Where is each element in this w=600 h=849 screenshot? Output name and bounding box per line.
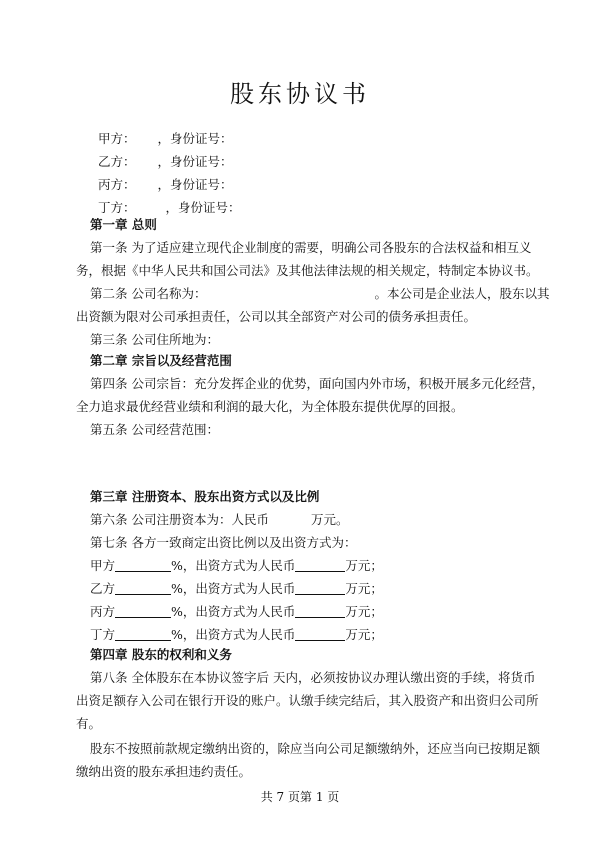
contribution-party: 丁方 [90, 627, 116, 642]
party-line [98, 174, 568, 196]
paragraph-line-2: 缴纳出资的股东承担违约责任。 [76, 764, 252, 779]
party-name: 丁方： [98, 200, 136, 215]
article-2-name-label: 第二条 公司名称为： [90, 286, 207, 301]
party-line [98, 128, 568, 150]
article-8-line-3: 有。 [76, 716, 102, 731]
article-2-text: 。本公司是企业法人，股东以其 [374, 286, 550, 301]
article-4-line-2: 全力追求最优经营业绩和利润的最大化，为全体股东提供优厚的回报。 [76, 399, 464, 414]
party-id-label: ，身份证号： [157, 131, 233, 146]
contribution-pct-label: %，出资方式为人民币 [171, 604, 296, 619]
contribution-pct-label: %，出资方式为人民币 [171, 581, 296, 596]
contribution-row [90, 601, 560, 623]
paragraph-line-1: 股东不按照前款规定缴纳出资的，除应当向公司足额缴纳外，还应当向已按期足额 [90, 741, 541, 756]
percent-blank [115, 557, 171, 572]
article-6-label: 第六条 公司注册资本为：人民币 [90, 512, 269, 527]
party-name: 丙方： [98, 177, 136, 192]
chapter-heading: 第一章 总则 [90, 217, 157, 232]
contribution-pct-label: %，出资方式为人民币 [171, 558, 296, 573]
party-name: 乙方： [98, 154, 136, 169]
contribution-unit: 万元； [345, 627, 383, 642]
contribution-row [90, 578, 560, 600]
percent-blank [115, 603, 171, 618]
amount-blank [295, 580, 345, 595]
article-2-line-1 [90, 283, 560, 305]
article-1-line-2: 务，根据《中华人民共和国公司法》及其他法律法规的相关规定，特制定本协议书。 [76, 263, 539, 278]
contribution-row [90, 624, 560, 646]
article-6-unit: 万元。 [310, 512, 349, 527]
chapter-heading: 第三章 注册资本、股东出资方式以及比例 [90, 489, 320, 504]
article-6 [90, 509, 560, 531]
amount-blank [295, 626, 345, 641]
contribution-unit: 万元； [345, 604, 383, 619]
article-7: 第七条 各方一致商定出资比例以及出资方式为： [90, 535, 357, 550]
contribution-unit: 万元； [345, 558, 383, 573]
party-name: 甲方： [98, 131, 136, 146]
amount-blank [295, 603, 345, 618]
article-4-line-1: 第四条 公司宗旨：充分发挥企业的优势，面向国内外市场，积极开展多元化经营， [90, 376, 544, 391]
party-id-label: ，身份证号： [165, 200, 241, 215]
article-1-line-1: 第一条 为了适应建立现代企业制度的需要，明确公司各股东的合法权益和相互义 [90, 240, 532, 255]
article-5: 第五条 公司经营范围： [90, 422, 219, 437]
contribution-row [90, 555, 560, 577]
contribution-party: 丙方 [90, 604, 116, 619]
contribution-party: 乙方 [90, 581, 116, 596]
document-title: 股东协议书 [230, 80, 370, 108]
chapter-heading: 第四章 股东的权利和义务 [90, 647, 232, 662]
chapter-heading: 第二章 宗旨以及经营范围 [90, 353, 232, 368]
article-8-line-1: 第八条 全体股东在本协议签字后 天内，必须按协议办理认缴出资的手续，将货币 [90, 670, 536, 685]
party-line [98, 151, 568, 173]
article-8-line-2: 出资足额存入公司在银行开设的账户。认缴手续完结后，其入股资产和出资归公司所 [76, 693, 539, 708]
party-id-label: ，身份证号： [157, 177, 233, 192]
party-id-label: ，身份证号： [157, 154, 233, 169]
page-footer: 共 7 页第 1 页 [260, 790, 340, 804]
amount-blank [295, 557, 345, 572]
contribution-party: 甲方 [90, 558, 116, 573]
article-3: 第三条 公司住所地为： [90, 332, 219, 347]
percent-blank [115, 580, 171, 595]
percent-blank [115, 626, 171, 641]
contribution-pct-label: %，出资方式为人民币 [171, 627, 296, 642]
article-2-line-2: 出资额为限对公司承担责任，公司以其全部资产对公司的债务承担责任。 [76, 309, 477, 324]
contribution-unit: 万元； [345, 581, 383, 596]
